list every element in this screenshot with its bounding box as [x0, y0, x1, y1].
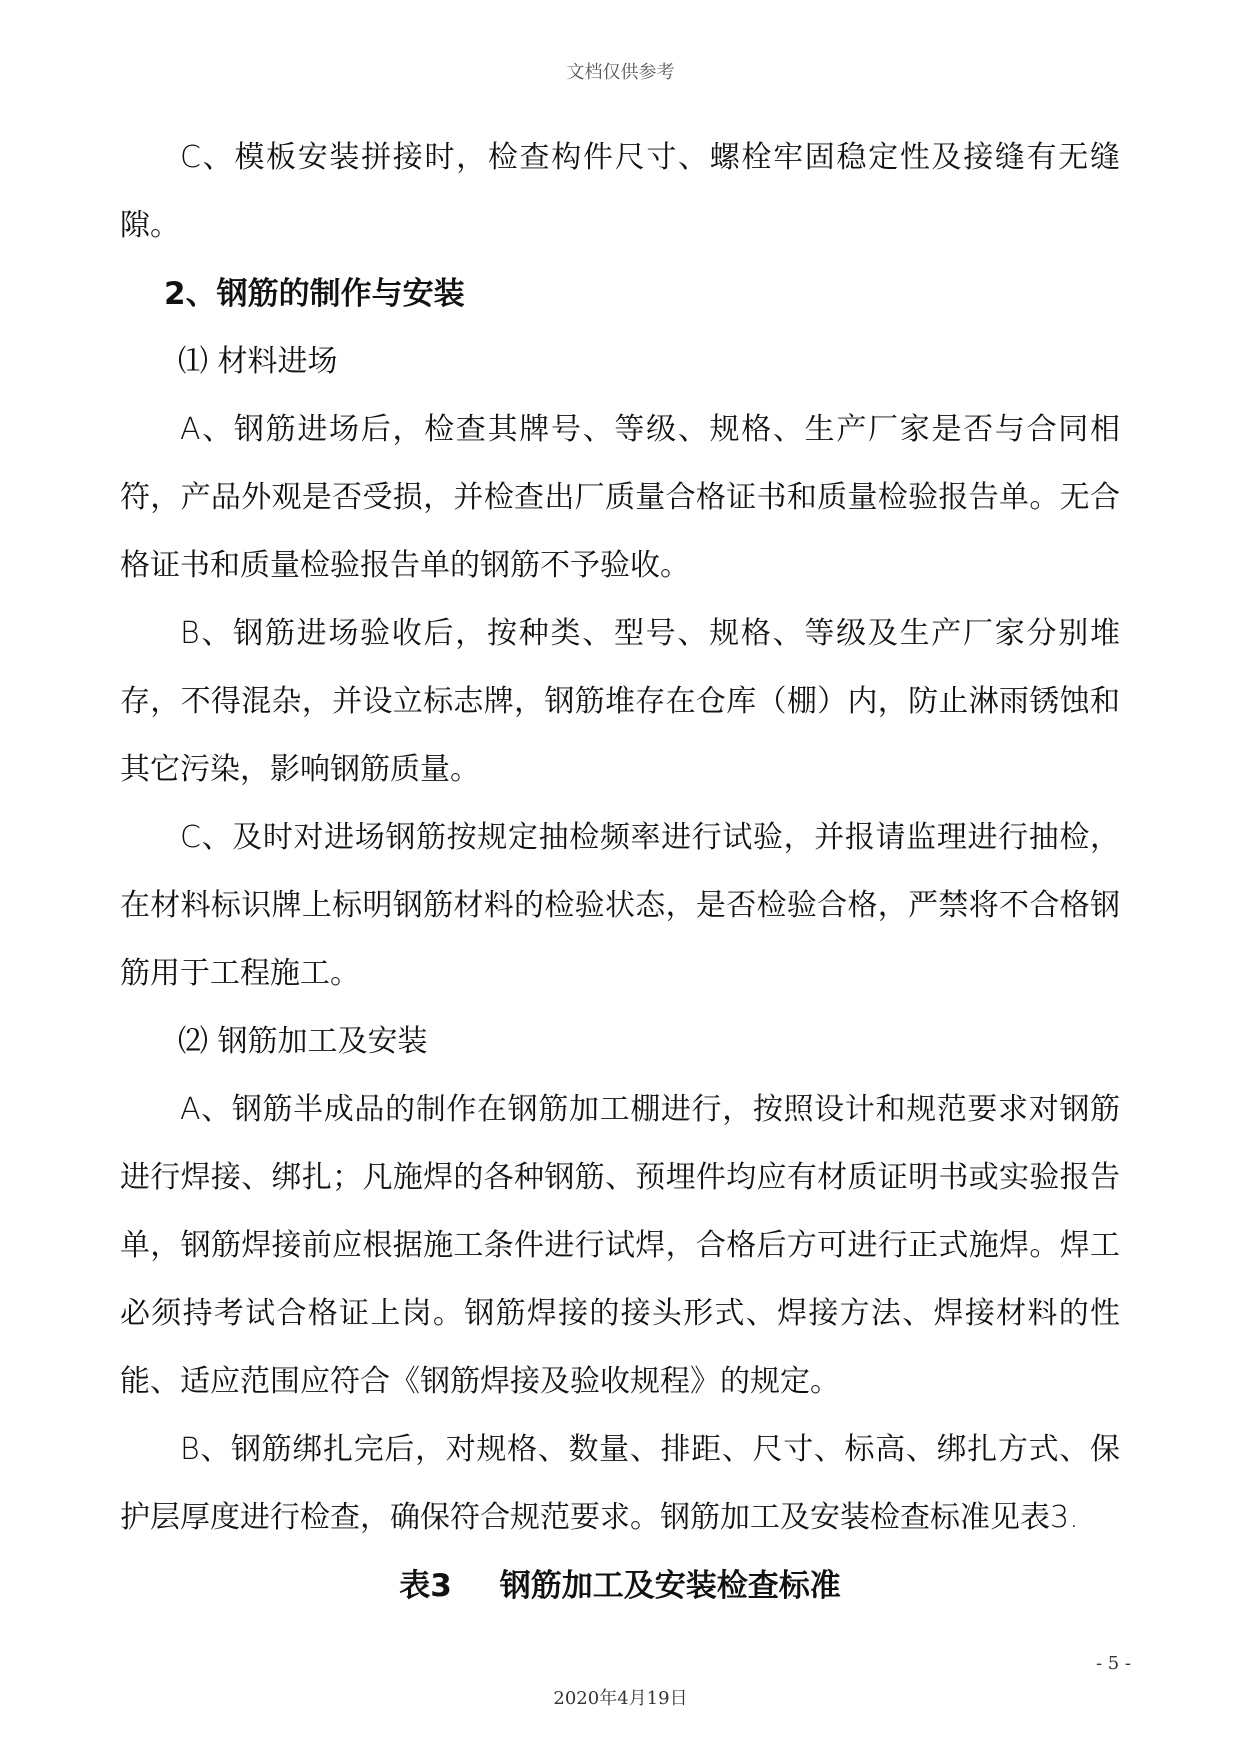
section-heading: 2、钢筋的制作与安装	[164, 276, 465, 312]
paragraph-material-a: A、钢筋进场后，检查其牌号、等级、规格、生产厂家是否与合同相符，产品外观是否受损，并检查出厂质量合格证书和质量检验报告单。无合格证书和质量检验报告单的钢筋不予验收。	[120, 412, 1120, 583]
page-content	[120, 124, 1120, 1620]
subheading-processing-installation: ⑵ 钢筋加工及安装	[178, 1024, 428, 1059]
paragraph-processing-a: A、钢筋半成品的制作在钢筋加工棚进行，按照设计和规范要求对钢筋进行焊接、绑扎；凡施焊的各种钢筋、预埋件均应有材质证明书或实验报告单，钢筋焊接前应根据施工条件进行试焊，合格后方可进行正式施焊。焊工必须持考试合格证上岗。钢筋焊接的接头形式、焊接方法、焊接材料的性能、适应范围应符合《钢筋焊接及验收规程》的规定。	[120, 1092, 1120, 1399]
paragraph-material-c: C、及时对进场钢筋按规定抽检频率进行试验，并报请监理进行抽检，在材料标识牌上标明钢筋材料的检验状态，是否检验合格，严禁将不合格钢筋用于工程施工。	[120, 820, 1120, 991]
table-caption	[120, 1552, 1120, 1620]
paragraph-processing-b: B、钢筋绑扎完后，对规格、数量、排距、尺寸、标高、绑扎方式、保护层厚度进行检查，确保符合规范要求。钢筋加工及安装检查标准见表3.	[120, 1432, 1120, 1535]
subheading-material-entry: ⑴ 材料进场	[178, 344, 338, 379]
page-footer-date: 2020年4月19日	[553, 1688, 688, 1709]
page-header: 文档仅供参考	[566, 62, 675, 83]
paragraph-material-b: B、钢筋进场验收后，按种类、型号、规格、等级及生产厂家分别堆存，不得混杂，并设立标志牌，钢筋堆存在仓库（棚）内，防止淋雨锈蚀和其它污染，影响钢筋质量。	[120, 616, 1120, 787]
page-number: - 5 -	[1095, 1653, 1131, 1674]
table-caption-number: 表3	[399, 1568, 452, 1604]
paragraph-formwork-c: C、模板安装拼接时，检查构件尺寸、螺栓牢固稳定性及接缝有无缝隙。	[120, 140, 1120, 243]
table-caption-text: 钢筋加工及安装检查标准	[499, 1568, 841, 1604]
